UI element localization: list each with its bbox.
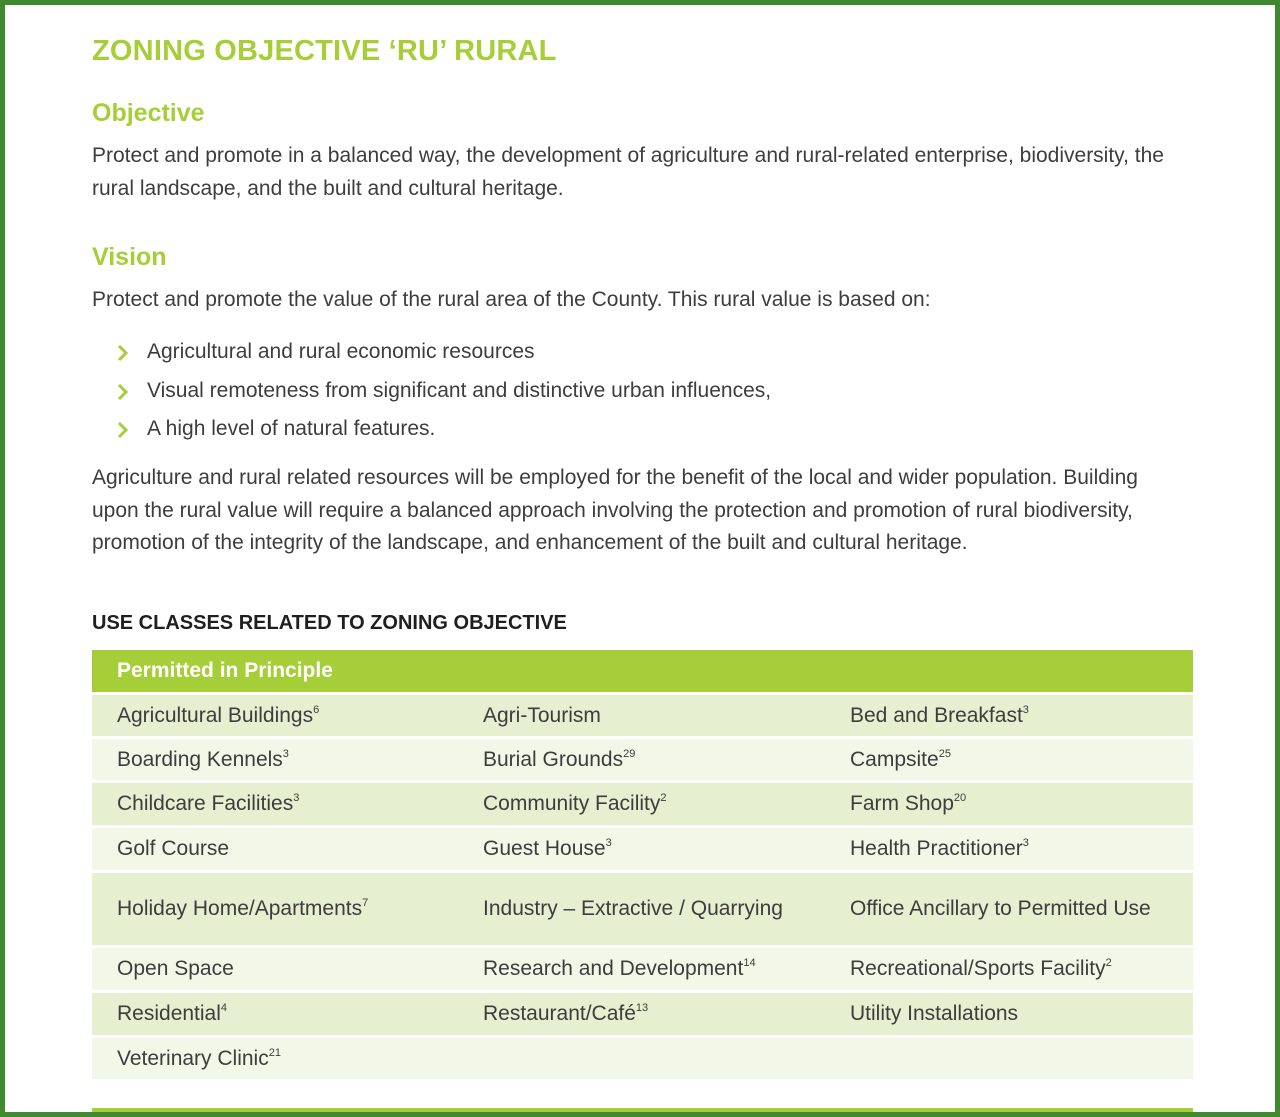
chevron-right-icon (117, 345, 129, 361)
table-cell (825, 947, 1193, 992)
table-cell (825, 1037, 1193, 1081)
vision-heading: Vision (92, 243, 167, 271)
footnote-marker: 13 (635, 1002, 649, 1014)
table-row (92, 992, 1193, 1037)
table-row (92, 872, 1193, 947)
objective-heading: Objective (92, 99, 205, 127)
bullet-text: A high level of natural features. (147, 417, 436, 440)
table-cell (458, 782, 825, 827)
use-class-label: Campsite (850, 747, 939, 771)
page-title: ZONING OBJECTIVE ‘RU’ RURAL (92, 35, 557, 67)
vision-closing-text: Agriculture and rural related resources will be employed for the benefit of the local and wider population. Building upon the rural value will require a balanced approach involving the protection and promotion of rural biodiversity, promotion of the integrity of the landscape, and enhancement of the built and cultural heritage. (92, 466, 1138, 554)
footnote-marker: 20 (953, 792, 967, 804)
footnote-marker: 6 (313, 703, 320, 716)
footnote-marker: 3 (1022, 703, 1029, 716)
use-class-label: Agricultural Buildings (117, 703, 314, 727)
table-row (92, 782, 1193, 827)
table-cell (92, 947, 458, 992)
use-class-label: Residential (117, 1002, 221, 1025)
use-class-label: Veterinary Clinic (117, 1046, 269, 1070)
use-class-label: Recreational/Sports Facility (850, 957, 1106, 980)
use-class-label: Boarding Kennels (117, 747, 283, 771)
vision-bullet-list (113, 337, 771, 453)
footnote-marker: 21 (268, 1046, 281, 1059)
table-row (92, 827, 1193, 872)
use-class-label: Burial Grounds (483, 747, 624, 771)
table-cell (92, 992, 458, 1037)
table-cell (458, 947, 825, 992)
table-header: Permitted in Principle (92, 650, 1193, 694)
objective-text: Protect and promote in a balanced way, the development of agriculture and rural-related enterprise, biodiversity, the rural landscape, and the built and cultural heritage. (92, 144, 1164, 200)
table-cell (92, 782, 458, 827)
bullet-text: Agricultural and rural economic resources (147, 340, 535, 363)
footnote-marker: 3 (282, 747, 289, 760)
table-cell (825, 872, 1193, 947)
footnote-marker: 7 (362, 897, 369, 909)
list-item (113, 376, 771, 415)
bullet-text: Visual remoteness from significant and distinctive urban influences, (147, 378, 772, 402)
use-class-label: Industry – Extractive / Quarrying (483, 897, 783, 920)
list-item (113, 337, 771, 376)
use-class-label: Research and Development (483, 957, 744, 980)
table-cell (92, 738, 458, 782)
footnote-marker: 3 (1022, 837, 1029, 849)
footnote-marker: 3 (293, 792, 300, 804)
use-class-label: Guest House (483, 837, 606, 860)
use-class-label: Office Ancillary to Permitted Use (850, 897, 1151, 920)
table-cell (458, 694, 825, 738)
table-cell (825, 738, 1193, 782)
use-class-label: Utility Installations (850, 1002, 1019, 1025)
use-class-label: Bed and Breakfast (850, 703, 1023, 727)
chevron-right-icon (117, 384, 129, 400)
footnote-marker: 14 (743, 957, 756, 969)
footnote-marker: 2 (660, 792, 667, 804)
use-class-label: Farm Shop (850, 792, 954, 815)
footnote-marker: 29 (623, 747, 636, 760)
use-class-label: Open Space (117, 957, 234, 980)
permitted-in-principle-table (92, 650, 1193, 1082)
next-section-bar (92, 1108, 1193, 1117)
list-item (113, 414, 771, 453)
table-cell (458, 992, 825, 1037)
chevron-right-icon (117, 422, 129, 438)
table-cell (458, 738, 825, 782)
footnote-marker: 4 (220, 1002, 228, 1014)
use-class-label: Golf Course (117, 837, 230, 860)
table-cell (825, 827, 1193, 872)
table-cell (825, 694, 1193, 738)
table-cell (825, 992, 1193, 1037)
use-classes-heading: USE CLASSES RELATED TO ZONING OBJECTIVE (92, 612, 567, 634)
use-class-label: Community Facility (483, 792, 661, 815)
table-row (92, 947, 1193, 992)
table-cell (825, 782, 1193, 827)
footnote-marker: 3 (605, 837, 612, 849)
table-row (92, 1037, 1193, 1081)
use-class-label: Childcare Facilities (117, 792, 294, 815)
footnote-marker: 25 (938, 747, 951, 760)
footnote-marker: 2 (1105, 957, 1112, 969)
table-cell (458, 827, 825, 872)
use-class-label: Holiday Home/Apartments (117, 897, 363, 920)
table-cell (92, 872, 458, 947)
vision-intro: Protect and promote the value of the rural area of the County. This rural value is based on: (92, 288, 931, 311)
use-class-label: Agri-Tourism (483, 703, 601, 727)
use-class-label: Health Practitioner (850, 837, 1023, 860)
use-class-label: Restaurant/Café (483, 1002, 636, 1025)
table-row (92, 694, 1193, 738)
table-cell (458, 872, 825, 947)
table-cell (92, 694, 458, 738)
table-cell (458, 1037, 825, 1081)
table-cell (92, 827, 458, 872)
table-cell (92, 1037, 458, 1081)
table-row (92, 738, 1193, 782)
